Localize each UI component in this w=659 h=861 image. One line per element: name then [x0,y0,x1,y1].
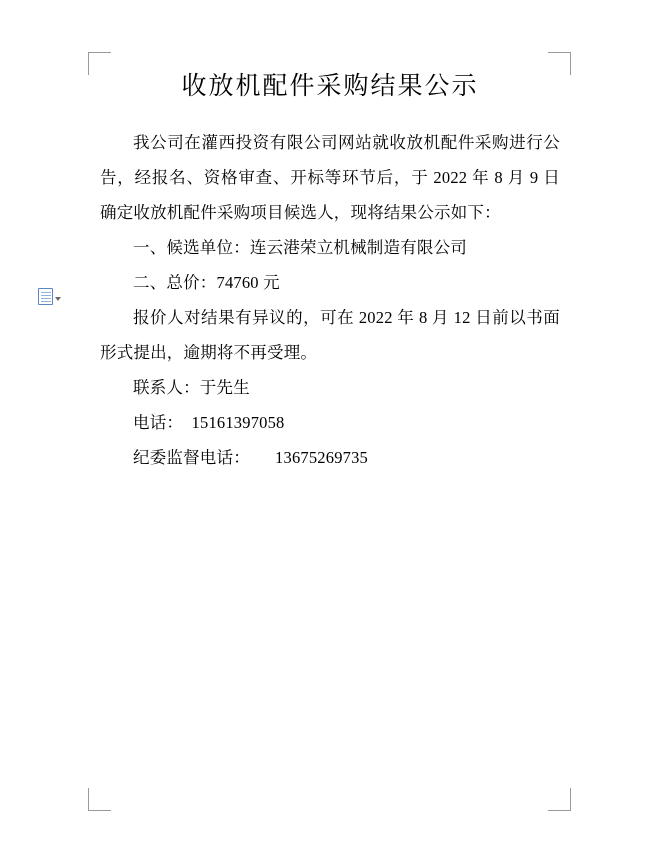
paragraph-candidate-unit: 一、候选单位：连云港荣立机械制造有限公司 [133,237,467,257]
margin-mark-bottom-left [88,788,111,811]
page-title: 收放机配件采购结果公示 [181,71,479,100]
paste-options-button[interactable] [38,288,61,305]
margin-mark-bottom-right [548,788,571,811]
document-body [100,70,560,475]
paragraph-supervision-phone: 纪委监督电话： 13675269735 [133,447,368,467]
paragraph-objection-notice: 报价人对结果有异议的，可在 2022 年 8 月 12 日前以书面形式提出，逾期将不再受理。 [100,307,560,362]
paragraph-total-price: 二、总价：74760 元 [133,272,280,292]
paragraph-intro: 我公司在灌西投资有限公司网站就收放机配件采购进行公告，经报名、资格审查、开标等环节后，于 2022 年 8 月 9 日确定收放机配件采购项目候选人，现将结果公示如下： [100,132,560,222]
paragraph-phone: 电话： 15161397058 [133,412,285,432]
paste-document-icon[interactable] [38,288,53,305]
chevron-down-icon[interactable] [55,297,61,301]
paragraph-contact-person: 联系人：于先生 [133,377,250,397]
